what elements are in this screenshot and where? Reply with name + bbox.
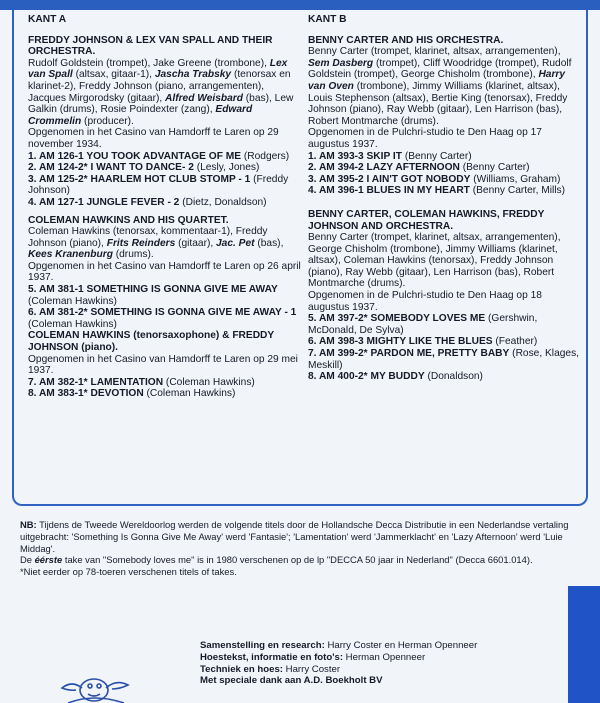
track-entry: 3. AM 125-2* HAARLEM HOT CLUB STOMP - 1 (Freddy Johnson) (28, 173, 289, 197)
musician-name: Kees Kranenburg (28, 249, 113, 261)
kant-b-section-1-title: BENNY CARTER AND HIS ORCHESTRA. (308, 34, 504, 46)
kant-a-column (28, 14, 302, 400)
musician-name: Harry van Oven (308, 69, 566, 92)
track-entry: 2. AM 124-2* I WANT TO DANCE- 2 (Lesly, Jones) (28, 162, 260, 174)
track-entry: 1. AM 126-1 YOU TOOK ADVANTAGE OF ME (Rodgers) (28, 150, 290, 162)
musician-name: Jac. Pet (216, 237, 255, 249)
musician-name: Edward Crommelin (28, 104, 253, 127)
credits (200, 640, 590, 687)
track-entry: 4. AM 396-1 BLUES IN MY HEART (Benny Carter, Mills) (308, 185, 566, 197)
track-entry: 6. AM 381-2* SOMETHING IS GONNA GIVE ME AWAY - 1 (Coleman Hawkins) (28, 307, 297, 330)
nb-note: NB: Tijdens de Tweede Wereldoorlog werden de volgende titels door de Hollandsche Decca Distributie in een Nederlandse vertaling uitgebracht: 'Something Is Gonna Give Me Away' werd 'Fantasie'; 'Lamentation' werd 'Jammerklacht' en 'Lazy Afternoon' werd 'Luie Middag'. (20, 519, 569, 554)
kant-a-section-2-recording-info: Opgenomen in het Casino van Hamdorff te Laren op 26 april 1937. (28, 260, 301, 284)
track-entry: 4. AM 127-1 JUNGLE FEVER - 2 (Dietz, Donaldson) (28, 196, 267, 208)
kant-a-section-1-title: FREDDY JOHNSON & LEX VAN SPALL AND THEIR ORCHESTRA. (28, 34, 273, 58)
credit-line: Samenstelling en research: Harry Coster en Herman Openneer (200, 640, 478, 651)
track-entry: 7. AM 382-1* LAMENTATION (Coleman Hawkins) (28, 376, 255, 388)
musician-name: Sem Dasberg (308, 57, 374, 69)
track-entry: 5. AM 381-1 SOMETHING IS GONNA GIVE ME AWAY (Coleman Hawkins) (28, 284, 278, 307)
kant-b-section-1-personnel: Benny Carter (trompet, klarinet, altsax, arrangementen), Sem Dasberg (trompet), Cliff Woodridge (trompet), Rudolf Goldstein (trompet), George Chisholm (trombone), Harry van Oven (trombone), Jimmy Williams (klarinet, altsax), Louis Stephenson (altsax), Bertie King (tenorsax), Freddy Johnson (piano), Ray Webb (gitaar), Len Harrison (bas), Robert Montmarche (drums). (308, 46, 572, 127)
footnote: *Niet eerder op 78-toeren verschenen titels of takes. (20, 566, 237, 578)
kant-a-section-2-personnel: Coleman Hawkins (tenorsax, kommentaar-1), Freddy Johnson (piano), Frits Reinders (gitaar), Jac. Pet (bas), Kees Kranenburg (drums). (28, 226, 284, 261)
credit-line: Met speciale dank aan A.D. Boekholt BV (200, 675, 383, 687)
kant-b-section-2-title: BENNY CARTER, COLEMAN HAWKINS, FREDDY JOHNSON AND ORCHESTRA. (308, 208, 545, 232)
liner-notes (20, 519, 590, 578)
kant-b-header: KANT B (308, 14, 347, 25)
corner-color-block (568, 586, 600, 703)
kant-a-section-1-recording-info: Opgenomen in het Casino van Hamdorff te Laren op 29 november 1934. (28, 127, 279, 150)
kant-a-section-3-recording-info: Opgenomen in het Casino van Hamdorff te Laren op 29 mei 1937. (28, 353, 298, 377)
track-entry: 2. AM 394-2 LAZY AFTERNOON (Benny Carter) (308, 162, 530, 174)
kant-b-section-1-recording-info: Opgenomen in de Pulchri-studio te Den Haag op 17 augustus 1937. (308, 127, 542, 150)
musician-name: Frits Reinders (106, 237, 176, 249)
kant-a-section-2-title: COLEMAN HAWKINS AND HIS QUARTET. (28, 214, 229, 226)
track-entry: 5. AM 397-2* SOMEBODY LOVES ME (Gershwin, McDonald, De Sylva) (308, 313, 538, 336)
credit-line: Hoestekst, informatie en foto's: Herman Openneer (200, 651, 426, 663)
musician-name: Alfred Weisbard (165, 92, 243, 104)
kant-a-section-3-title: COLEMAN HAWKINS (tenorsaxophone) & FREDDY JOHNSON (piano). (28, 330, 275, 354)
kant-a-header: KANT A (28, 14, 67, 25)
kant-b-column (308, 14, 582, 383)
credit-line: Techniek en hoes: Harry Coster (200, 663, 341, 675)
label-logo-icon (48, 662, 148, 703)
kant-b-section-2-recording-info: Opgenomen in de Pulchri-studio te Den Haag op 18 augustus 1937. (308, 290, 542, 313)
kant-a-section-1-personnel: Rudolf Goldstein (trompet), Jake Greene (trombone), Lex van Spall (altsax, gitaar-1), Jascha Trabsky (tenorsax en klarinet-2), Freddy Johnson (piano, arrangementen), Jacques Mirgorodsky (gitaar), Alfred Weisbard (bas), Lew Galkin (drums), Rosie Poindexter (zang), Edward Crommelin (producer). (28, 57, 294, 127)
track-entry: 8. AM 383-1* DEVOTION (Coleman Hawkins) (28, 388, 236, 400)
track-entry: 3. AM 395-2 I AIN'T GOT NOBODY (Williams, Graham) (308, 173, 561, 185)
track-entry: 7. AM 399-2* PARDON ME, PRETTY BABY (Rose, Klages, Meskill) (308, 348, 579, 371)
first-take-note: De éérste take van "Somebody loves me" is in 1980 verschenen op de lp "DECCA 50 jaar in Nederland" (Decca 6601.014). (20, 554, 533, 566)
top-color-strip (0, 0, 600, 10)
musician-name: Jascha Trabsky (154, 69, 232, 81)
track-entry: 8. AM 400-2* MY BUDDY (Donaldson) (308, 371, 483, 383)
musician-name: Lex van Spall (28, 57, 288, 81)
kant-b-section-2-personnel: Benny Carter (trompet, klarinet, altsax, arrangementen), George Chisholm (trombone), Jimmy Williams (klarinet, altsax), Coleman Hawkins (tenorsax), Freddy Johnson (piano), Ray Webb (gitaar), Len Harrison (bas), Robert Montmarche (drums). (308, 232, 561, 290)
track-entry: 1. AM 393-3 SKIP IT (Benny Carter) (308, 150, 472, 162)
track-entry: 6. AM 398-3 MIGHTY LIKE THE BLUES (Feather) (308, 336, 538, 348)
